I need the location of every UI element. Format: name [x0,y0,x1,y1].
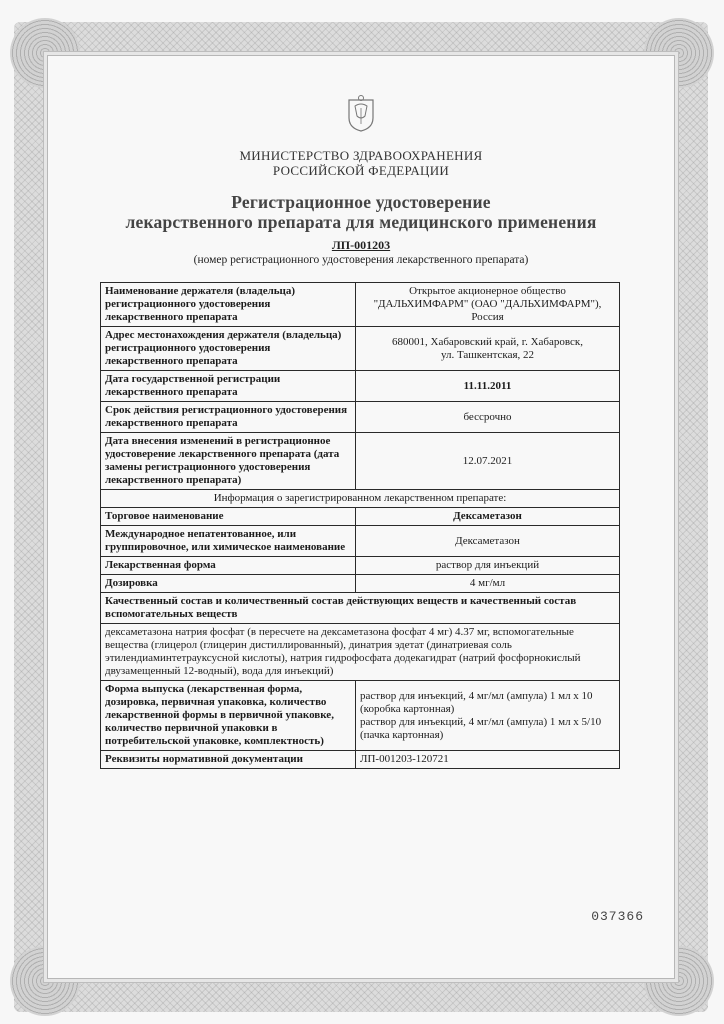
release-form-label: Форма выпуска (лекарственная форма, дозировка, первичная упаковка, количество лекарственной формы в первичной упаковке, количество первичной упаковки в потребительской упаковке, комплектность) [101,681,356,751]
serial-number: 037366 [591,909,644,924]
ministry-name [48,148,674,178]
trade-name-value: Дексаметазон [356,508,620,526]
validity-value: бессрочно [356,402,620,433]
table-row [101,371,620,402]
table-row [101,593,620,624]
address-line: ул. Ташкентская, 22 [440,348,535,361]
holder-line: "ДАЛЬХИМФАРМ" (ОАО "ДАЛЬХИМФАРМ"), [373,298,602,310]
certificate-table [100,282,620,769]
table-row [101,751,620,769]
changes-date-label: Дата внесения изменений в регистрационное удостоверение лекарственного препарата (дата замены регистрационного удостоверения лекарственного препарата) [101,433,356,490]
holder-line: Открытое акционерное общество [409,285,566,297]
document-title [48,192,674,232]
coat-of-arms-icon [345,94,377,132]
registration-number-value: ЛП-001203 [331,238,391,252]
registration-number-caption: (номер регистрационного удостоверения лекарственного препарата) [193,254,529,266]
regulatory-doc-label: Реквизиты нормативной документации [101,751,356,769]
document-content [48,56,674,978]
trade-name-label: Торговое наименование [101,508,356,526]
registration-date-value: 11.11.2011 [356,371,620,402]
validity-label: Срок действия регистрационного удостоверения лекарственного препарата [101,402,356,433]
title-line: лекарственного препарата для медицинского применения [125,212,597,232]
release-form-item: раствор для инъекций, 4 мг/мл (ампула) 1 мл х 10 (коробка картонная) [360,689,593,715]
holder-label: Наименование держателя (владельца) регистрационного удостоверения лекарственного препарата [101,283,356,327]
dosage-form-label: Лекарственная форма [101,557,356,575]
dosage-form-value: раствор для инъекций [356,557,620,575]
address-line: 680001, Хабаровский край, г. Хабаровск, [392,335,583,348]
table-row [101,575,620,593]
table-row [101,433,620,490]
table-row [101,490,620,508]
ministry-line: МИНИСТЕРСТВО ЗДРАВООХРАНЕНИЯ [239,148,483,163]
table-row [101,402,620,433]
table-row [101,557,620,575]
registration-date-label: Дата государственной регистрации лекарственного препарата [101,371,356,402]
title-line: Регистрационное удостоверение [231,192,491,212]
release-form-value [356,681,620,751]
table-row [101,283,620,327]
dosage-label: Дозировка [101,575,356,593]
table-row [101,508,620,526]
changes-date-value: 12.07.2021 [356,433,620,490]
address-label: Адрес местонахождения держателя (владельца) регистрационного удостоверения лекарственного препарата [101,327,356,371]
registration-number [48,238,674,253]
inn-label: Международное непатентованное, или группировочное, или химическое наименование [101,526,356,557]
dosage-value: 4 мг/мл [356,575,620,593]
release-form-item: раствор для инъекций, 4 мг/мл (ампула) 1 мл х 5/10 (пачка картонная) [360,715,602,741]
holder-line: Россия [471,311,504,323]
table-row [101,624,620,681]
composition-header: Качественный состав и количественный состав действующих веществ и качественный состав вспомогательных веществ [101,593,620,624]
inn-value: Дексаметазон [356,526,620,557]
table-row [101,526,620,557]
info-section-header: Информация о зарегистрированном лекарственном препарате: [101,490,620,508]
address-value [356,327,620,371]
ministry-line: РОССИЙСКОЙ ФЕДЕРАЦИИ [272,163,450,178]
composition-value: дексаметазона натрия фосфат (в пересчете на дексаметазона фосфат 4 мг) 4.37 мг, вспомогательные вещества (глицерол (глицерин дистиллированный), динатрия эдетат (динатриевая соль этилендиаминтетрауксусной кислоты), натрия гидрофосфата додекагидрат (натрий фосфорнокислый двузамещенный 12-водный), вода для инъекций) [101,624,620,681]
table-row [101,327,620,371]
holder-value [356,283,620,327]
table-row [101,681,620,751]
regulatory-doc-value: ЛП-001203-120721 [356,751,620,769]
